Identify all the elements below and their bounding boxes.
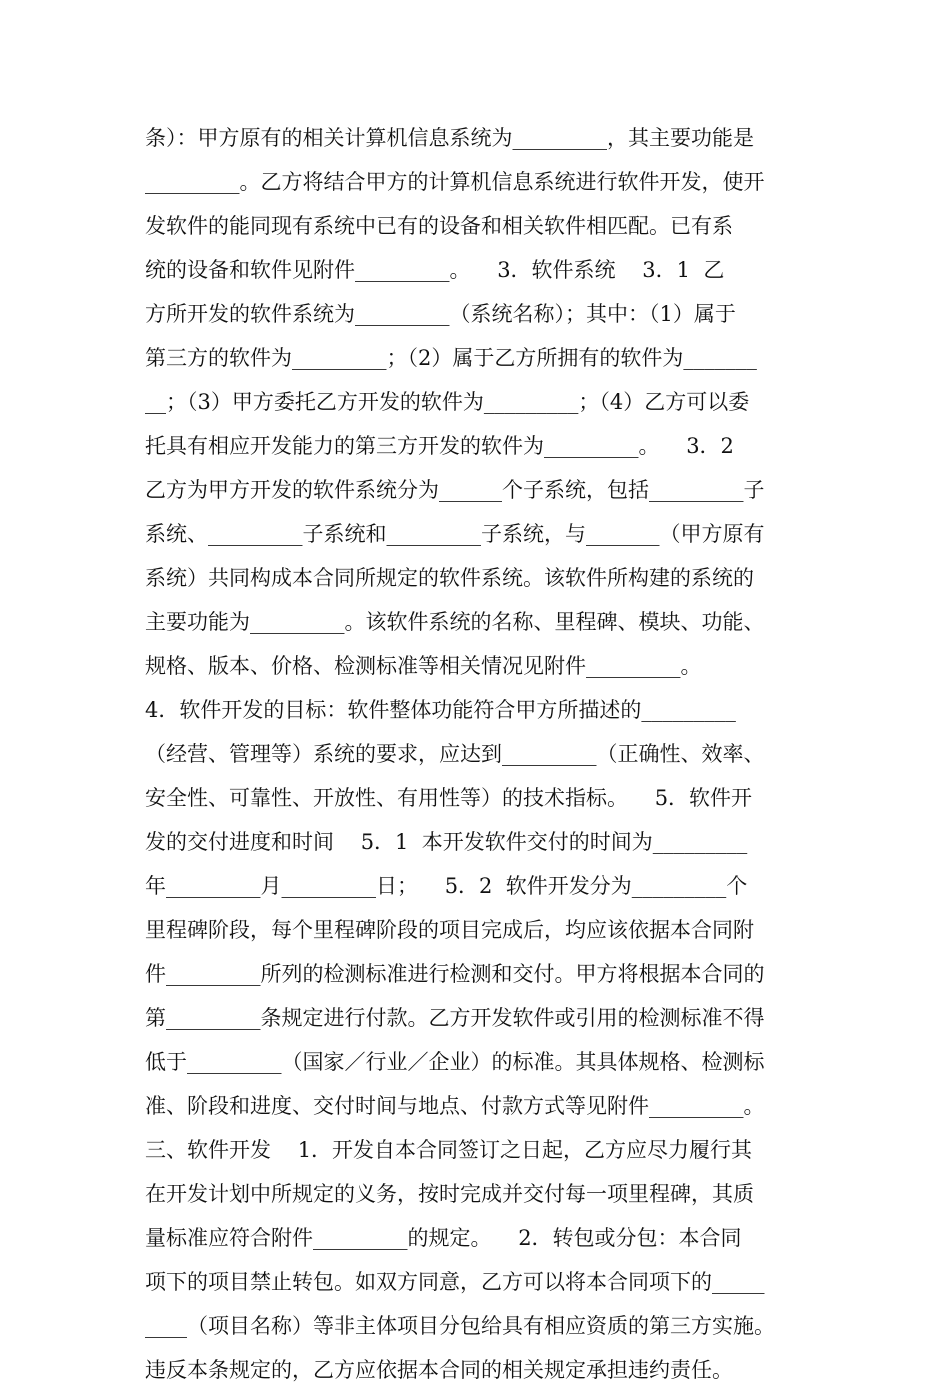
contract-text-body: [145, 116, 810, 1392]
text-line-18: 年_________月_________日； 5．2 软件开发分为_________个: [145, 874, 748, 898]
text-line-8: 托具有相应开发能力的第三方开发的软件为_________。 3．2: [145, 434, 734, 458]
text-line-28: ____（项目名称）等非主体项目分包给具有相应资质的第三方实施。: [145, 1314, 775, 1338]
text-line-9: 乙方为甲方开发的软件系统分为______个子系统，包括_________子: [145, 478, 765, 502]
text-line-24: 三、软件开发 1．开发自本合同签订之日起，乙方应尽力履行其: [145, 1138, 753, 1162]
text-line-11: 系统）共同构成本合同所规定的软件系统。该软件所构建的系统的: [145, 566, 754, 590]
text-line-13: 规格、版本、价格、检测标准等相关情况见附件_________。: [145, 654, 702, 678]
text-line-2: _________。乙方将结合甲方的计算机信息系统进行软件开发，使开: [145, 170, 765, 194]
text-line-16: 安全性、可靠性、开放性、有用性等）的技术指标。 5．软件开: [145, 786, 753, 810]
text-line-3: 发软件的能同现有系统中已有的设备和相关软件相匹配。已有系: [145, 214, 733, 238]
text-line-5: 方所开发的软件系统为_________（系统名称）；其中：（1）属于: [145, 302, 736, 326]
text-line-1: 条）：甲方原有的相关计算机信息系统为_________，其主要功能是: [145, 126, 754, 150]
text-line-20: 件_________所列的检测标准进行检测和交付。甲方将根据本合同的: [145, 962, 765, 986]
text-line-10: 系统、_________子系统和_________子系统，与_______（甲方原有: [145, 522, 765, 546]
text-line-12: 主要功能为_________。该软件系统的名称、里程碑、模块、功能、: [145, 610, 765, 634]
text-line-15: （经营、管理等）系统的要求，应达到_________（正确性、效率、: [145, 742, 765, 766]
text-line-21: 第_________条规定进行付款。乙方开发软件或引用的检测标准不得: [145, 1006, 765, 1030]
text-line-19: 里程碑阶段，每个里程碑阶段的项目完成后，均应该依据本合同附: [145, 918, 754, 942]
text-line-7: __；（3）甲方委托乙方开发的软件为_________；（4）乙方可以委: [145, 390, 750, 414]
text-line-27: 项下的项目禁止转包。如双方同意，乙方可以将本合同项下的_____: [145, 1270, 765, 1294]
text-line-29: 违反本条规定的，乙方应依据本合同的相关规定承担违约责任。: [145, 1358, 733, 1382]
text-line-25: 在开发计划中所规定的义务，按时完成并交付每一项里程碑，其质: [145, 1182, 754, 1206]
text-line-14: 4．软件开发的目标：软件整体功能符合甲方所描述的_________: [145, 698, 736, 722]
text-line-4: 统的设备和软件见附件_________。 3．软件系统 3．1 乙: [145, 258, 725, 282]
text-line-17: 发的交付进度和时间 5．1 本开发软件交付的时间为_________: [145, 830, 748, 854]
text-line-22: 低于_________（国家／行业／企业）的标准。其具体规格、检测标: [145, 1050, 765, 1074]
text-line-26: 量标准应符合附件_________的规定。 2．转包或分包：本合同: [145, 1226, 742, 1250]
text-line-23: 准、阶段和进度、交付时间与地点、付款方式等见附件_________。: [145, 1094, 765, 1118]
text-line-6: 第三方的软件为_________；（2）属于乙方所拥有的软件为_______: [145, 346, 757, 370]
